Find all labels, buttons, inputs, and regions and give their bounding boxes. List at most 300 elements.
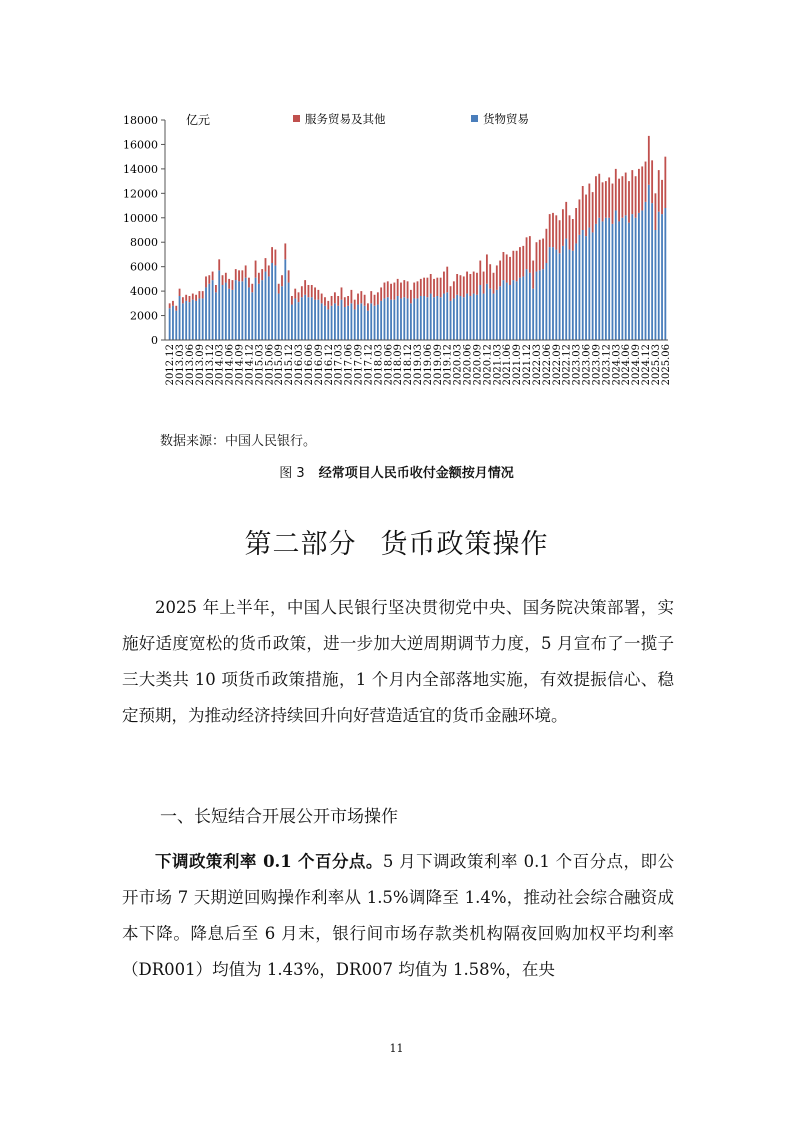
bar-services	[519, 247, 521, 278]
bar-services	[651, 160, 653, 203]
bar-goods	[337, 306, 339, 340]
x-tick-label: 2021.09	[512, 344, 524, 386]
bar-goods	[308, 297, 310, 340]
x-tick-label: 2015.09	[274, 344, 286, 386]
bar-services	[499, 261, 501, 287]
bar-services	[585, 195, 587, 237]
bar-goods	[664, 208, 666, 340]
bar-services	[575, 208, 577, 243]
x-tick-label: 2020.09	[472, 344, 484, 386]
x-tick-label: 2020.03	[452, 344, 464, 386]
bar-goods	[360, 303, 362, 340]
bar-services	[304, 280, 306, 295]
bar-goods	[278, 294, 280, 340]
bar-goods	[324, 306, 326, 340]
bar-goods	[317, 300, 319, 340]
x-tick-label: 2015.03	[254, 344, 266, 386]
x-tick-label: 2019.03	[413, 344, 424, 386]
bar-goods	[374, 306, 376, 340]
bar-services	[288, 270, 290, 282]
bar-goods	[397, 296, 399, 340]
x-tick-label: 2022.06	[541, 344, 553, 386]
bar-goods	[592, 232, 594, 340]
paragraph-body: 5 月下调政策利率 0.1 个百分点，即公开市场 7 天期逆回购操作利率从 1.5%调降至 1.4%，推动社会综合融资成本下降。降息后至 6 月末，银行间市场存款类机构隔夜回购加权平均利率（DR001）均值为 1.43%，DR007 均值为 1.58%，在央	[122, 852, 674, 979]
bar-services	[618, 179, 620, 222]
bar-services	[579, 199, 581, 234]
bar-goods	[218, 270, 220, 340]
bar-goods	[175, 311, 177, 340]
bar-goods	[615, 210, 617, 340]
bar-services	[314, 287, 316, 299]
bar-services	[281, 275, 283, 286]
y-tick-label: 2000	[130, 309, 158, 323]
bar-services	[354, 300, 356, 310]
x-tick-label: 2021.06	[502, 344, 514, 386]
bar-services	[509, 257, 511, 285]
bar-services	[456, 274, 458, 295]
figure-title: 经常项目人民币收付金额按月情况	[318, 466, 514, 481]
bar-goods	[377, 305, 379, 340]
figure-number: 图 3	[279, 466, 305, 481]
x-tick-label: 2014.03	[214, 344, 226, 386]
part-name: 货币政策操作	[380, 529, 549, 560]
bar-services	[387, 281, 389, 297]
bar-goods	[469, 296, 471, 340]
x-tick-label: 2025.03	[650, 344, 662, 386]
bar-goods	[347, 306, 349, 340]
x-tick-label: 2022.09	[551, 344, 563, 386]
bar-goods	[228, 289, 230, 340]
bar-services	[469, 274, 471, 296]
x-tick-label: 2017.12	[363, 344, 375, 386]
bars	[169, 136, 667, 340]
x-tick-label: 2020.06	[462, 344, 474, 386]
bar-services	[539, 240, 541, 271]
legend-services-label: 服务贸易及其他	[305, 112, 386, 126]
bar-goods	[539, 270, 541, 340]
bar-services	[420, 279, 422, 296]
bar-goods	[598, 218, 600, 340]
bar-goods	[572, 251, 574, 340]
bar-services	[545, 229, 547, 263]
y-tick-label: 18000	[123, 114, 158, 127]
bar-services	[235, 269, 237, 280]
bar-goods	[410, 303, 412, 340]
x-tick-label: 2016.03	[294, 344, 306, 386]
bar-services	[192, 294, 194, 300]
bar-services	[592, 192, 594, 232]
bar-goods	[552, 247, 554, 340]
bar-goods	[169, 308, 171, 340]
bar-services	[486, 254, 488, 283]
bar-goods	[384, 298, 386, 340]
bar-services	[374, 295, 376, 306]
bar-goods	[294, 298, 296, 340]
bar-services	[645, 162, 647, 202]
x-tick-label: 2014.12	[244, 344, 256, 386]
bar-services	[377, 292, 379, 304]
current-account-chart	[120, 108, 690, 408]
bar-services	[658, 170, 660, 212]
bar-goods	[453, 298, 455, 340]
bar-services	[327, 301, 329, 310]
chart-svg	[120, 108, 690, 408]
bar-goods	[393, 300, 395, 340]
bar-goods	[579, 235, 581, 340]
bar-services	[384, 283, 386, 299]
x-tick-label: 2015.12	[284, 344, 296, 386]
bar-services	[185, 295, 187, 301]
bar-goods	[446, 292, 448, 340]
bar-services	[453, 281, 455, 298]
bar-services	[265, 258, 267, 271]
bar-services	[261, 269, 263, 280]
bar-services	[625, 173, 627, 216]
bar-goods	[512, 280, 514, 340]
bar-goods	[327, 309, 329, 340]
x-tick-label: 2017.09	[353, 344, 365, 386]
bar-goods	[413, 298, 415, 340]
y-tick-label: 8000	[130, 236, 158, 250]
bar-services	[463, 276, 465, 297]
bar-services	[212, 272, 214, 281]
legend-services-swatch	[293, 115, 300, 122]
x-tick-label: 2024.06	[621, 344, 633, 386]
bar-goods	[522, 276, 524, 340]
bar-services	[450, 286, 452, 301]
y-tick-label: 16000	[123, 138, 158, 152]
bar-services	[241, 270, 243, 281]
bar-services	[228, 279, 230, 289]
x-tick-label: 2019.09	[432, 344, 444, 386]
bar-goods	[483, 294, 485, 340]
x-tick-label: 2024.12	[641, 344, 653, 386]
bar-services	[483, 272, 485, 294]
y-tick-label: 12000	[123, 187, 158, 201]
legend-goods-swatch	[471, 115, 478, 122]
bar-services	[552, 213, 554, 247]
x-tick-label: 2013.12	[204, 344, 216, 386]
bar-goods	[354, 309, 356, 340]
bar-services	[222, 275, 224, 285]
bar-services	[559, 220, 561, 253]
bar-goods	[208, 284, 210, 340]
bar-goods	[608, 218, 610, 340]
x-axis	[165, 340, 672, 385]
bar-goods	[645, 202, 647, 340]
x-tick-label: 2014.09	[234, 344, 246, 386]
bar-goods	[189, 302, 191, 340]
bar-services	[473, 272, 475, 294]
x-tick-label: 2017.03	[333, 344, 345, 386]
bar-services	[602, 182, 604, 221]
bar-goods	[658, 212, 660, 340]
y-axis	[123, 114, 165, 347]
bar-goods	[215, 292, 217, 340]
x-tick-label: 2020.12	[482, 344, 494, 386]
bar-goods	[516, 281, 518, 340]
bar-goods	[612, 224, 614, 340]
x-tick-label: 2012.12	[165, 344, 177, 386]
bar-services	[555, 215, 557, 249]
bar-goods	[271, 263, 273, 340]
bar-services	[268, 265, 270, 276]
bar-goods	[565, 239, 567, 340]
bar-services	[565, 202, 567, 239]
bar-goods	[496, 290, 498, 340]
bar-goods	[387, 297, 389, 340]
bar-goods	[212, 280, 214, 340]
bar-services	[347, 296, 349, 306]
bar-services	[427, 278, 429, 298]
bar-services	[255, 261, 257, 278]
bar-goods	[479, 285, 481, 340]
bar-services	[232, 280, 234, 290]
bar-services	[251, 284, 253, 293]
bar-goods	[331, 306, 333, 340]
bar-services	[238, 270, 240, 281]
bar-goods	[268, 276, 270, 340]
bar-services	[397, 279, 399, 296]
bar-goods	[288, 283, 290, 340]
bar-services	[278, 284, 280, 294]
bar-services	[258, 273, 260, 284]
bar-services	[294, 289, 296, 299]
bar-services	[202, 291, 204, 298]
bar-goods	[423, 296, 425, 340]
bar-services	[664, 157, 666, 208]
bar-services	[628, 181, 630, 223]
bar-goods	[605, 218, 607, 340]
bar-goods	[350, 303, 352, 340]
bar-goods	[245, 278, 247, 340]
part-label: 第二部分	[244, 529, 357, 560]
bar-services	[271, 247, 273, 263]
bar-services	[506, 254, 508, 282]
bar-goods	[420, 296, 422, 340]
bar-goods	[476, 295, 478, 340]
bar-goods	[179, 296, 181, 340]
bar-services	[218, 259, 220, 270]
bar-services	[512, 251, 514, 280]
figure-caption	[0, 462, 793, 481]
bar-goods	[248, 287, 250, 340]
bar-goods	[456, 295, 458, 340]
paragraph-lead: 下调政策利率 0.1 个百分点。	[155, 852, 383, 871]
legend-goods-label: 货物贸易	[483, 112, 529, 126]
bar-goods	[585, 236, 587, 340]
bar-goods	[258, 284, 260, 340]
bar-goods	[403, 297, 405, 340]
bar-services	[360, 291, 362, 303]
bar-goods	[529, 273, 531, 340]
bar-goods	[182, 303, 184, 340]
bar-goods	[301, 297, 303, 340]
bar-goods	[390, 300, 392, 340]
bar-services	[493, 273, 495, 294]
bar-goods	[661, 214, 663, 340]
bar-services	[380, 287, 382, 300]
bar-goods	[628, 223, 630, 340]
bar-services	[331, 296, 333, 306]
policy-rate-paragraph	[122, 844, 674, 988]
bar-services	[179, 289, 181, 296]
bar-goods	[621, 218, 623, 340]
bar-goods	[559, 253, 561, 340]
bar-goods	[509, 285, 511, 340]
bar-services	[410, 290, 412, 303]
bar-goods	[172, 306, 174, 340]
bar-services	[569, 215, 571, 249]
x-tick-label: 2018.09	[393, 344, 405, 386]
bar-goods	[380, 301, 382, 340]
bar-goods	[618, 221, 620, 340]
bar-services	[605, 181, 607, 218]
bar-goods	[255, 278, 257, 340]
bar-services	[549, 214, 551, 247]
x-tick-label: 2016.12	[323, 344, 335, 386]
bar-services	[430, 274, 432, 294]
bar-services	[367, 303, 369, 310]
bar-services	[503, 252, 505, 280]
bar-goods	[466, 294, 468, 340]
bar-services	[621, 176, 623, 218]
bar-services	[433, 279, 435, 297]
bar-services	[298, 292, 300, 302]
bar-goods	[370, 303, 372, 340]
bar-services	[476, 273, 478, 295]
bar-services	[466, 272, 468, 294]
bar-goods	[582, 230, 584, 340]
x-tick-label: 2023.12	[601, 344, 613, 386]
y-tick-label: 4000	[130, 285, 158, 299]
bar-services	[631, 170, 633, 214]
bar-services	[357, 294, 359, 305]
section-heading: 一、长短结合开展公开市场操作	[160, 807, 398, 827]
bar-goods	[602, 221, 604, 340]
bar-goods	[321, 303, 323, 340]
bar-goods	[542, 269, 544, 340]
bar-services	[172, 301, 174, 306]
bar-goods	[238, 281, 240, 340]
bar-goods	[232, 290, 234, 340]
bar-services	[324, 297, 326, 306]
bar-services	[598, 174, 600, 218]
bar-services	[169, 303, 171, 308]
bar-goods	[473, 294, 475, 340]
x-tick-label: 2015.06	[264, 344, 276, 386]
bar-goods	[195, 301, 197, 340]
bar-goods	[631, 214, 633, 340]
bar-goods	[334, 303, 336, 340]
bar-goods	[417, 298, 419, 340]
bar-goods	[506, 283, 508, 340]
bar-goods	[555, 250, 557, 340]
bar-goods	[499, 286, 501, 340]
y-tick-label: 6000	[130, 260, 158, 274]
bar-goods	[463, 297, 465, 340]
bar-services	[641, 166, 643, 210]
bar-goods	[205, 287, 207, 340]
bar-goods	[344, 307, 346, 340]
bar-goods	[400, 298, 402, 340]
bar-services	[215, 285, 217, 292]
bar-services	[189, 296, 191, 302]
bar-services	[635, 176, 637, 218]
bar-services	[195, 295, 197, 301]
bar-goods	[641, 210, 643, 340]
bar-goods	[251, 292, 253, 340]
bar-services	[274, 250, 276, 266]
bar-goods	[450, 301, 452, 340]
bar-services	[529, 236, 531, 273]
bar-services	[661, 180, 663, 214]
bar-goods	[341, 300, 343, 340]
bar-services	[284, 243, 286, 259]
bar-goods	[638, 213, 640, 340]
y-tick-label: 0	[151, 334, 158, 347]
x-tick-label: 2016.06	[303, 344, 315, 386]
bar-goods	[367, 311, 369, 340]
x-tick-label: 2021.03	[492, 344, 504, 386]
bar-services	[317, 290, 319, 300]
y-tick-label: 14000	[123, 162, 158, 176]
bar-services	[341, 287, 343, 299]
bar-goods	[443, 294, 445, 340]
page-number: 11	[389, 1042, 404, 1055]
bar-goods	[655, 230, 657, 340]
bar-services	[175, 306, 177, 311]
bar-goods	[241, 281, 243, 340]
bar-goods	[311, 297, 313, 340]
bar-goods	[588, 228, 590, 340]
bar-goods	[274, 265, 276, 340]
bar-goods	[549, 247, 551, 340]
bar-goods	[503, 280, 505, 340]
bar-goods	[648, 185, 650, 340]
bar-services	[522, 246, 524, 277]
bar-goods	[440, 297, 442, 340]
bar-services	[612, 184, 614, 224]
bar-goods	[265, 272, 267, 340]
bar-services	[344, 297, 346, 307]
bar-services	[205, 276, 207, 287]
bar-goods	[486, 284, 488, 340]
bar-services	[526, 237, 528, 269]
bar-goods	[185, 301, 187, 340]
bar-services	[638, 169, 640, 213]
bar-goods	[595, 224, 597, 340]
x-tick-label: 2014.06	[224, 344, 236, 386]
bar-services	[403, 280, 405, 297]
bar-services	[562, 209, 564, 246]
bar-goods	[430, 294, 432, 340]
x-tick-label: 2013.06	[184, 344, 196, 386]
bar-goods	[489, 289, 491, 340]
bar-services	[655, 193, 657, 230]
x-tick-label: 2024.03	[611, 344, 623, 386]
x-tick-label: 2019.12	[442, 344, 454, 386]
bar-services	[393, 283, 395, 300]
x-tick-label: 2018.12	[403, 344, 415, 386]
bar-services	[334, 292, 336, 303]
bar-services	[390, 284, 392, 300]
bar-services	[479, 261, 481, 285]
bar-services	[370, 291, 372, 303]
bar-services	[572, 219, 574, 251]
bar-services	[308, 285, 310, 297]
x-tick-label: 2018.06	[383, 344, 395, 386]
